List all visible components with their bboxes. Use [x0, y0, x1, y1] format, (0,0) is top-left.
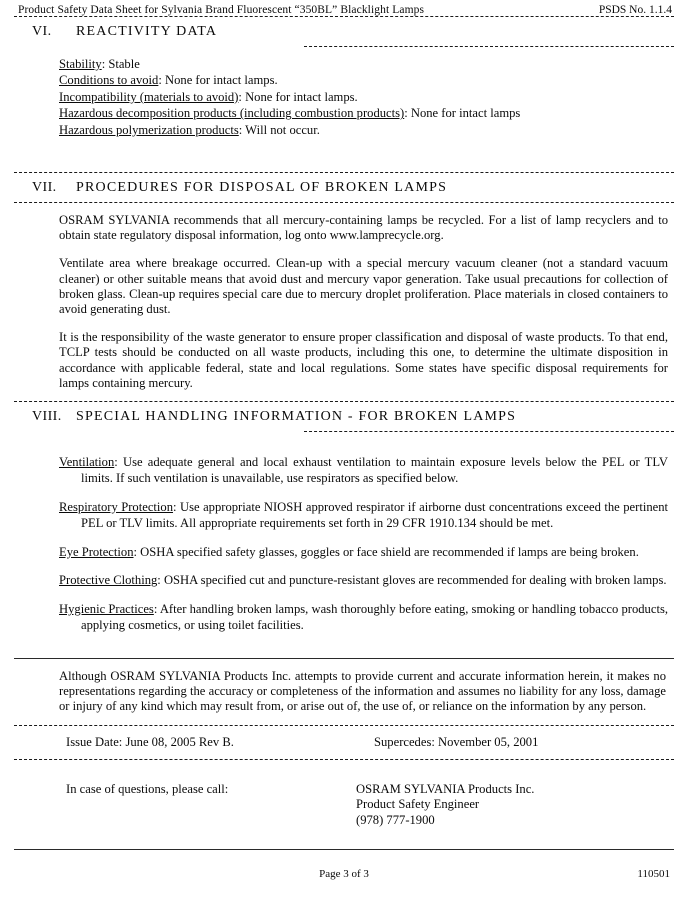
paragraph: Ventilate area where breakage occurred. Clean-up with a special mercury vacuum cleaner (not a standard vacuum cleaner) or other suitable means that avoid dust and mercury vapor generation. Take usual precautions for collection of broken glass. Clean-up requires special care due to mercury droplet proliferation. Place materials in closed containers to avoid generating dust.: [59, 256, 668, 317]
contact-role: Product Safety Engineer: [356, 797, 480, 812]
list-item: [59, 56, 668, 72]
item-value: : OSHA specified safety glasses, goggles or face shield are recommended if lamps are being broken.: [133, 544, 639, 559]
contact-prompt: In case of questions, please call:: [66, 781, 229, 796]
item-label: Protective Clothing: [59, 573, 158, 588]
section-heading-vi: [14, 17, 674, 46]
contact-divider-bottom: [14, 849, 674, 850]
item-value: : None for intact lamps: [404, 106, 521, 121]
section-title-viii: SPECIAL HANDLING INFORMATION - FOR BROKEN LAMPS: [76, 409, 517, 425]
item-label: Eye Protection: [59, 544, 134, 559]
special-handling-list: [14, 432, 674, 634]
list-item: [59, 122, 668, 138]
list-item: [59, 72, 668, 88]
item-label: Hazardous polymerization products: [59, 122, 239, 137]
page-number: Page 3 of 3: [319, 868, 369, 880]
list-item: [59, 89, 668, 105]
item-value: : None for intact lamps.: [158, 73, 278, 88]
contact-company: OSRAM SYLVANIA Products Inc.: [356, 781, 535, 796]
disposal-procedures-body: [14, 213, 674, 391]
issue-row: [14, 726, 674, 759]
document-title: Product Safety Data Sheet for Sylvania Brand Fluorescent “350BL” Blacklight Lamps: [18, 4, 425, 16]
issue-date: Issue Date: June 08, 2005 Rev B.: [66, 734, 234, 749]
item-value: : Will not occur.: [238, 122, 320, 137]
item-label: Conditions to avoid: [59, 73, 159, 88]
section-heading-viii: [14, 402, 674, 431]
item-value: : Use appropriate NIOSH approved respirator if airborne dust concentrations exceed the pertinent PEL or TLV limits. All appropriate requirements set forth in 29 CFR 1910.134 should be met.: [81, 499, 669, 530]
contact-row: [14, 760, 674, 849]
item-label: Hazardous decomposition products (including combustion products): [59, 106, 405, 121]
psds-number: PSDS No. 1.1.4: [598, 4, 672, 16]
item-value: : None for intact lamps.: [238, 89, 358, 104]
disclaimer-text: Although OSRAM SYLVANIA Products Inc. attempts to provide current and accurate information herein, it makes no representations regarding the accuracy or completeness of the information and assumes no liability for any loss, damage or injury of any kind which may result from, or arise out of, the use of, or reliance on the information by any person.: [59, 668, 666, 714]
section-number-vi: VI.: [32, 24, 52, 39]
document-code: 110501: [637, 868, 670, 880]
list-item: [59, 572, 668, 588]
list-item: [59, 105, 668, 121]
paragraph: It is the responsibility of the waste generator to ensure proper classification and disposal of waste products. To that end, TCLP tests should be conducted on all waste products, including this one, to determine the ultimate disposition in accordance with applicable federal, state and local regulations. Some states have specific disposal requirements for lamps containing mercury.: [59, 330, 668, 390]
contact-phone: (978) 777-1900: [356, 813, 435, 828]
contact-details: [356, 782, 534, 829]
item-value: : After handling broken lamps, wash thoroughly before eating, smoking or handling tobacco products, applying cosmetics, or using toilet facilities.: [81, 602, 668, 633]
reactivity-data-list: [14, 47, 674, 148]
section-title-vi: REACTIVITY DATA: [76, 24, 218, 39]
list-item: [59, 499, 668, 531]
section-number-vii: VII.: [32, 180, 57, 196]
section-title-vii: PROCEDURES FOR DISPOSAL OF BROKEN LAMPS: [76, 180, 448, 196]
page-footer: [14, 868, 674, 880]
item-label: Respiratory Protection: [59, 499, 174, 514]
section-heading-vii: [14, 173, 674, 202]
item-label: Incompatibility (materials to avoid): [59, 89, 239, 104]
item-value: : OSHA specified cut and puncture-resistant gloves are recommended for dealing with broken lamps.: [157, 573, 667, 588]
paragraph: OSRAM SYLVANIA recommends that all mercury-containing lamps be recycled. For a list of lamp recyclers and to obtain state regulatory disposal information, log onto www.lamprecycle.org.: [59, 213, 668, 243]
item-value: : Use adequate general and local exhaust ventilation to maintain exposure levels below the PEL or TLV limits. If such ventilation is unavailable, use respirators as specified below.: [81, 454, 668, 485]
item-label: Hygienic Practices: [59, 602, 154, 617]
item-value: : Stable: [101, 57, 140, 71]
list-item: [59, 454, 668, 486]
item-label: Stability: [59, 57, 102, 71]
list-item: [59, 601, 668, 633]
supercedes-date: Supercedes: November 05, 2001: [374, 734, 539, 749]
section-number-viii: VIII.: [32, 409, 62, 425]
list-item: [59, 544, 668, 560]
item-label: Ventilation: [59, 454, 115, 469]
page-header: [14, 0, 674, 16]
